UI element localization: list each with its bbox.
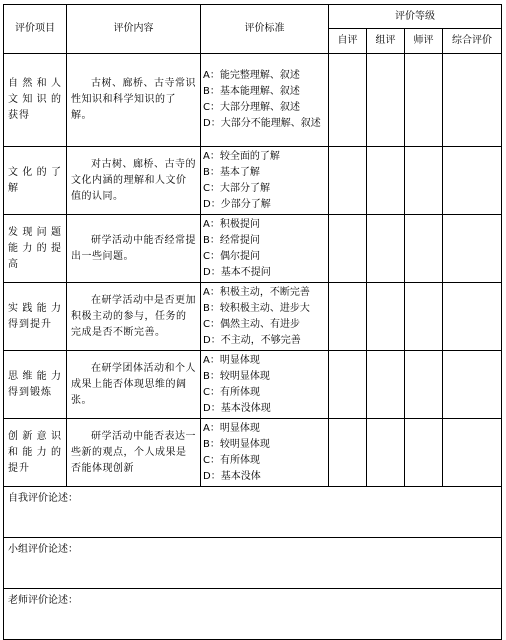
row-item: 思维能力得到锻炼 bbox=[4, 351, 67, 419]
teacher-grade-cell[interactable] bbox=[405, 283, 443, 351]
row-item: 文化的了解 bbox=[4, 147, 67, 215]
row-standards bbox=[201, 419, 329, 487]
group-grade-cell[interactable] bbox=[367, 215, 405, 283]
row-content: 对古树、廊桥、古寺的文化内涵的理解和人文价值的认同。 bbox=[67, 147, 201, 215]
standard-b: B：基本了解 bbox=[203, 166, 260, 178]
row-standards bbox=[201, 147, 329, 215]
standard-c: C：有所体现 bbox=[203, 386, 260, 398]
evaluation-table bbox=[3, 4, 502, 640]
table-row bbox=[4, 54, 502, 147]
overall-grade-cell[interactable] bbox=[443, 419, 502, 487]
standard-d: D：基本没体 bbox=[203, 470, 261, 482]
standard-a: A：积极提问 bbox=[203, 218, 260, 230]
self-grade-cell[interactable] bbox=[329, 419, 367, 487]
header-standard: 评价标准 bbox=[201, 5, 329, 54]
table-row bbox=[4, 147, 502, 215]
standard-b: B：较明显体现 bbox=[203, 438, 270, 450]
teacher-grade-cell[interactable] bbox=[405, 215, 443, 283]
row-content: 研学活动中能否表达一些新的观点，个人成果是否能体现创新 bbox=[67, 419, 201, 487]
teacher-grade-cell[interactable] bbox=[405, 419, 443, 487]
standard-d: D：基本没体现 bbox=[203, 402, 271, 414]
standard-c: C：大部分了解 bbox=[203, 182, 270, 194]
group-grade-cell[interactable] bbox=[367, 147, 405, 215]
row-content: 研学活动中能否经常提出一些问题。 bbox=[67, 215, 201, 283]
header-group-grade: 组评 bbox=[367, 29, 405, 54]
overall-grade-cell[interactable] bbox=[443, 283, 502, 351]
self-grade-cell[interactable] bbox=[329, 54, 367, 147]
standard-d: D：不主动，不够完善 bbox=[203, 334, 301, 346]
standard-b: B：经常提问 bbox=[203, 234, 260, 246]
group-comment-row bbox=[4, 538, 502, 589]
header-row-1 bbox=[4, 5, 502, 29]
table-row bbox=[4, 351, 502, 419]
table-row bbox=[4, 283, 502, 351]
header-overall-grade: 综合评价 bbox=[443, 29, 502, 54]
row-standards bbox=[201, 54, 329, 147]
standard-a: A：积极主动，不断完善 bbox=[203, 286, 310, 298]
standard-a: A：明显体现 bbox=[203, 422, 260, 434]
standard-c: C：有所体现 bbox=[203, 454, 260, 466]
standard-a: A：明显体现 bbox=[203, 354, 260, 366]
row-standards bbox=[201, 215, 329, 283]
standard-a: A：能完整理解、叙述 bbox=[203, 70, 300, 81]
self-comment-label[interactable]: 自我评价论述： bbox=[4, 487, 502, 538]
group-comment-label[interactable]: 小组评价论述： bbox=[4, 538, 502, 589]
overall-grade-cell[interactable] bbox=[443, 351, 502, 419]
standard-d: D：少部分了解 bbox=[203, 198, 271, 210]
standard-c: C：偶然主动、有进步 bbox=[203, 318, 300, 330]
standard-c: C：大部分理解、叙述 bbox=[203, 102, 300, 113]
overall-grade-cell[interactable] bbox=[443, 147, 502, 215]
table-row bbox=[4, 215, 502, 283]
teacher-comment-row bbox=[4, 589, 502, 640]
group-grade-cell[interactable] bbox=[367, 351, 405, 419]
self-grade-cell[interactable] bbox=[329, 283, 367, 351]
group-grade-cell[interactable] bbox=[367, 419, 405, 487]
teacher-comment-label[interactable]: 老师评价论述： bbox=[4, 589, 502, 640]
header-grade: 评价等级 bbox=[329, 5, 502, 29]
group-grade-cell[interactable] bbox=[367, 283, 405, 351]
row-item: 发现问题能力的提高 bbox=[4, 215, 67, 283]
overall-grade-cell[interactable] bbox=[443, 215, 502, 283]
standard-b: B：基本能理解、叙述 bbox=[203, 86, 300, 97]
teacher-grade-cell[interactable] bbox=[405, 147, 443, 215]
row-item: 实践能力得到提升 bbox=[4, 283, 67, 351]
row-content: 古树、廊桥、古寺常识性知识和科学知识的了解。 bbox=[67, 54, 201, 147]
row-item: 创新意识和能力的提升 bbox=[4, 419, 67, 487]
teacher-grade-cell[interactable] bbox=[405, 351, 443, 419]
row-item: 自然和人文知识的获得 bbox=[4, 54, 67, 147]
self-comment-row bbox=[4, 487, 502, 538]
self-grade-cell[interactable] bbox=[329, 147, 367, 215]
standard-d: D：基本不提问 bbox=[203, 266, 271, 278]
standard-c: C：偶尔提问 bbox=[203, 250, 260, 262]
row-standards bbox=[201, 351, 329, 419]
header-content: 评价内容 bbox=[67, 5, 201, 54]
self-grade-cell[interactable] bbox=[329, 215, 367, 283]
group-grade-cell[interactable] bbox=[367, 54, 405, 147]
row-content: 在研学团体活动和个人成果上能否体现思维的阔张。 bbox=[67, 351, 201, 419]
header-project: 评价项目 bbox=[4, 5, 67, 54]
teacher-grade-cell[interactable] bbox=[405, 54, 443, 147]
standard-a: A：较全面的了解 bbox=[203, 150, 280, 162]
row-content: 在研学活动中是否更加积极主动的参与，任务的完成是否不断完善。 bbox=[67, 283, 201, 351]
header-teacher-grade: 师评 bbox=[405, 29, 443, 54]
header-self-grade: 自评 bbox=[329, 29, 367, 54]
standard-d: D：大部分不能理解、叙述 bbox=[203, 118, 321, 129]
table-row bbox=[4, 419, 502, 487]
row-standards bbox=[201, 283, 329, 351]
standard-b: B：较积极主动、进步大 bbox=[203, 302, 310, 314]
overall-grade-cell[interactable] bbox=[443, 54, 502, 147]
self-grade-cell[interactable] bbox=[329, 351, 367, 419]
standard-b: B：较明显体现 bbox=[203, 370, 270, 382]
